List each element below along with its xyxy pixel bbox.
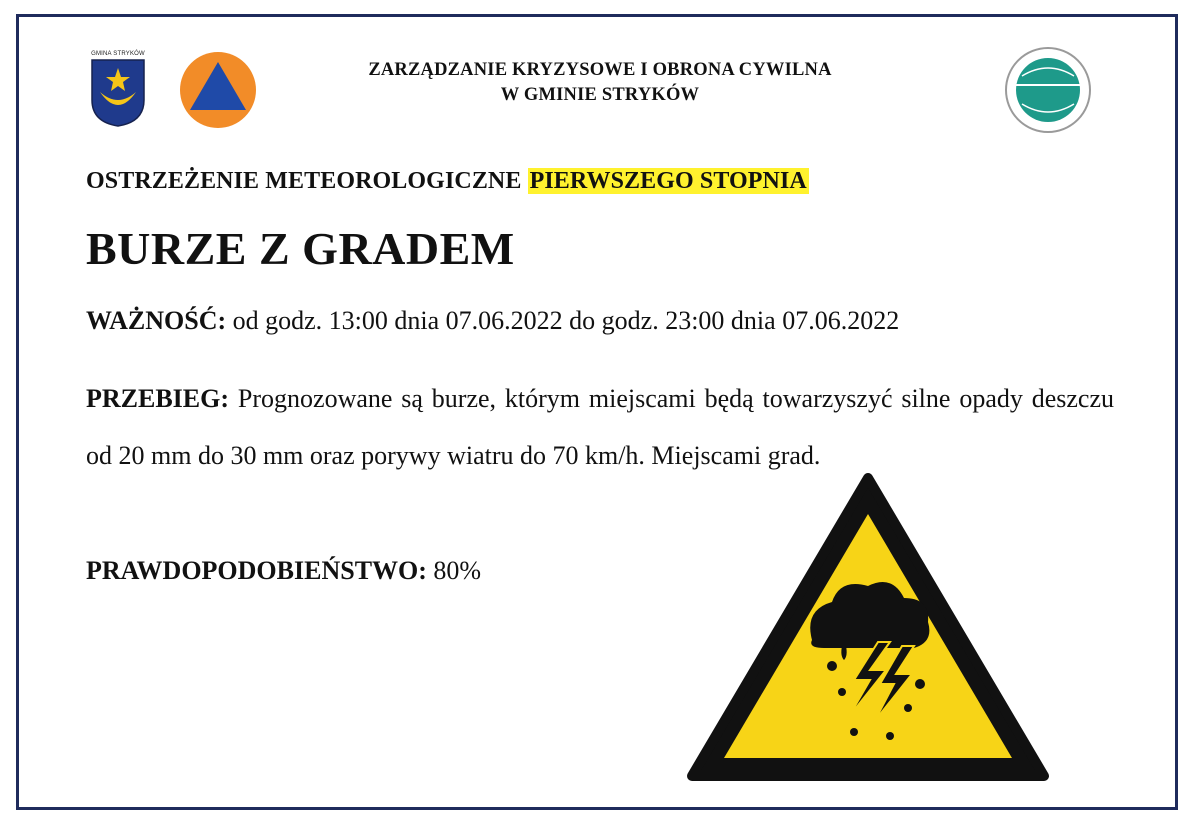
header [300, 58, 900, 108]
course [86, 370, 1114, 484]
coat-of-arms-icon [88, 52, 148, 128]
probability-label: PRAWDOPODOBIEŃSTWO: [86, 556, 427, 585]
validity [86, 306, 899, 336]
coat-of-arms-caption: GMINA STRYKÓW [91, 51, 145, 57]
validity-text: od godz. 13:00 dnia 07.06.2022 do godz. 23:00 dnia 07.06.2022 [232, 306, 900, 335]
warning-level [86, 168, 809, 195]
civil-defense-icon [178, 50, 258, 130]
warning-degree: PIERWSZEGO STOPNIA [529, 168, 807, 194]
page-title: BURZE Z GRADEM [86, 223, 515, 274]
probability-value: 80% [433, 556, 482, 585]
course-label: PRZEBIEG: [86, 384, 230, 413]
warning-prefix: OSTRZEŻENIE METEOROLOGICZNE [86, 168, 522, 194]
header-line-1: ZARZĄDZANIE KRYZYSOWE I OBRONA CYWILNA [368, 60, 832, 80]
imgw-logo-icon [1004, 46, 1092, 134]
header-line-2: W GMINIE STRYKÓW [500, 85, 700, 105]
validity-label: WAŻNOŚĆ: [86, 306, 227, 335]
thunderstorm-hail-warning-icon [682, 470, 1054, 788]
probability [86, 556, 481, 586]
course-text: Prognozowane są burze, którym miejscami będą towarzyszyć silne opady deszczu od 20 mm do 30 mm oraz porywy wiatru do 70 km/h. Miejscami grad. [86, 384, 1114, 470]
